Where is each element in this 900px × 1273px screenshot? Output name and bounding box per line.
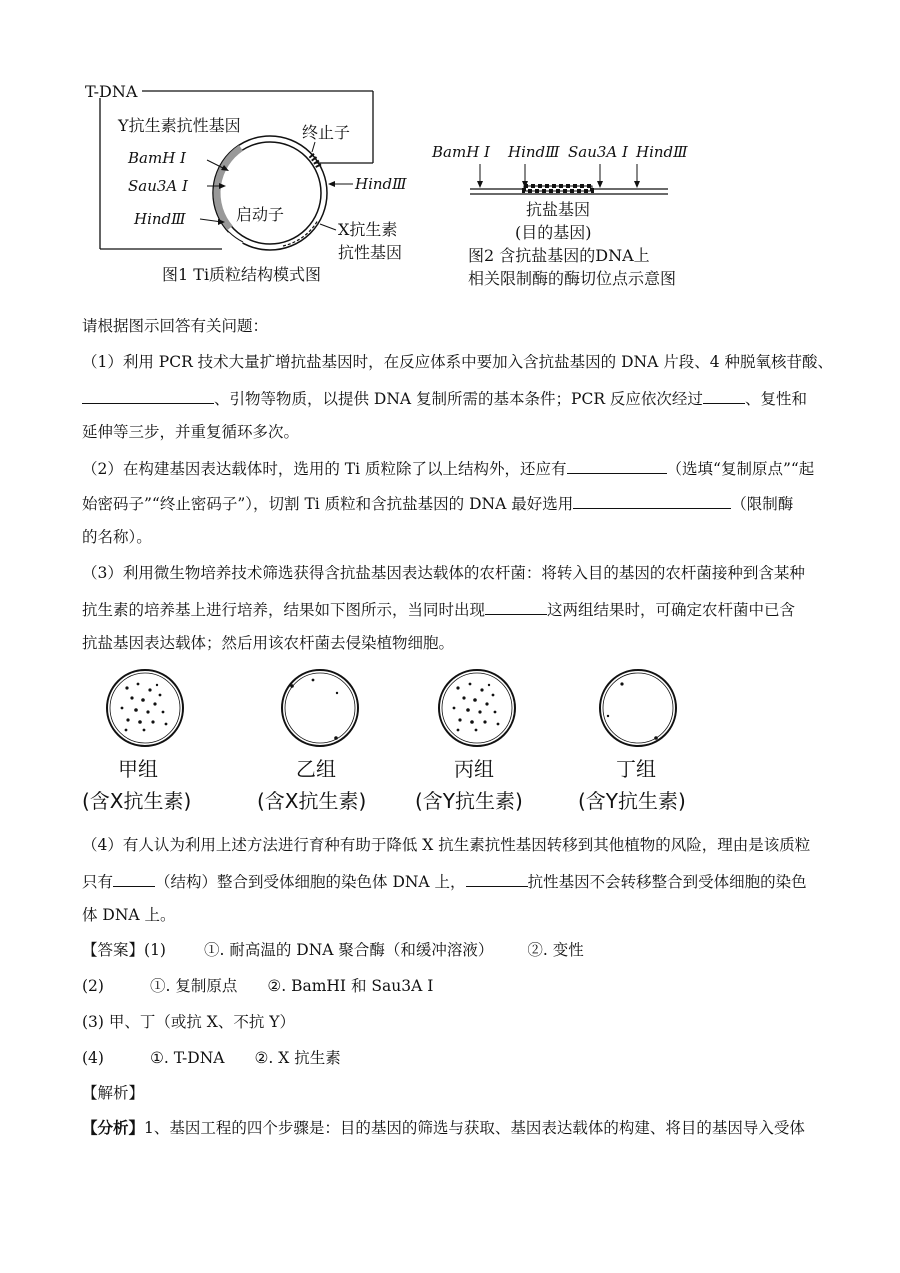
q1-line-c: 延伸等三步，并重复循环多次。 <box>82 423 300 441</box>
promoter-label: 启动子 <box>236 205 285 224</box>
q2-blank-1[interactable] <box>567 455 667 474</box>
q3-line-c: 抗盐基因表达载体；然后用该农杆菌去侵染植物细胞。 <box>82 634 455 652</box>
figure-area <box>0 0 900 300</box>
fig2-caption-2: 相关限制酶的酶切位点示意图 <box>468 269 677 288</box>
dish-yi-name: 乙组 <box>296 757 336 781</box>
gene-label-2: (目的基因) <box>515 223 592 242</box>
dish-jia <box>82 670 191 813</box>
q1-line-b: 、引物等物质，以提供 DNA 复制所需的基本条件；PCR 反应依次经过 、复性和 <box>82 385 807 409</box>
q1-line-a: （1）利用 PCR 技术大量扩增抗盐基因时，在反应体系中要加入含抗盐基因的 DNA 片段、4 种脱氧核苷酸、 <box>82 353 834 371</box>
dish-ding <box>578 670 686 813</box>
dish-bing-medium: (含Y抗生素) <box>415 789 523 813</box>
fig2-caption-1: 图2 含抗盐基因的DNA上 <box>468 246 650 265</box>
bamh-label: BamH Ⅰ <box>128 149 186 167</box>
dish-yi-medium: (含X抗生素) <box>257 789 367 813</box>
hind-right-label: HindⅢ <box>355 175 407 193</box>
q3-line-a: （3）利用微生物培养技术筛选获得含抗盐基因表达载体的农杆菌：将转入目的基因的农杆菌接种到含某种 <box>82 564 805 582</box>
x-gene-label-1: X抗生素 <box>338 220 398 239</box>
q4-blank-1[interactable] <box>113 868 155 887</box>
answer-line-4: (4) ①. T-DNA ②. X 抗生素 <box>82 1049 341 1067</box>
answer-line-3: (3) 甲、丁（或抗 X、不抗 Y） <box>82 1013 296 1031</box>
analysis-line-1: 【分析】1、基因工程的四个步骤是：目的基因的筛选与获取、基因表达载体的构建、将目的基因导入受体 <box>82 1118 805 1137</box>
site1-label: BamH Ⅰ <box>432 143 490 161</box>
figure-2 <box>431 143 688 288</box>
q4-blank-2[interactable] <box>466 868 528 887</box>
dish-jia-medium: (含X抗生素) <box>82 789 192 813</box>
q4-line-b: 只有 （结构）整合到受体细胞的染色体 DNA 上， 抗性基因不会转移整合到受体细胞的染色 <box>82 868 807 892</box>
terminator-label: 终止子 <box>302 123 351 142</box>
q1-blank-1[interactable] <box>82 385 214 404</box>
tdna-label: T-DNA <box>85 82 138 101</box>
dish-ding-name: 丁组 <box>616 757 656 781</box>
q2-line-c: 的名称）。 <box>82 528 152 546</box>
q3-blank-1[interactable] <box>485 596 547 615</box>
dish-bing <box>415 670 523 813</box>
site3-label: Sau3A Ⅰ <box>568 143 628 161</box>
q2-blank-2[interactable] <box>573 490 731 509</box>
dish-ding-medium: (含Y抗生素) <box>578 789 686 813</box>
answer-line-1: 【答案】(1) ①. 耐高温的 DNA 聚合酶（和缓冲溶液） ②. 变性 <box>82 941 584 959</box>
x-gene-label-2: 抗性基因 <box>338 243 403 262</box>
site2-label: HindⅢ <box>508 143 560 161</box>
hind-left-label: HindⅢ <box>134 210 186 228</box>
fig1-caption: 图1 Ti质粒结构模式图 <box>162 265 322 284</box>
answer-line-2: (2) ①. 复制原点 ②. BamHI 和 Sau3A Ⅰ <box>82 977 434 995</box>
q2-line-b: 始密码子”“终止密码子”），切割 Ti 质粒和含抗盐基因的 DNA 最好选用 （限制酶 <box>82 490 793 514</box>
dish-bing-name: 丙组 <box>454 757 494 781</box>
site4-label: HindⅢ <box>636 143 688 161</box>
q4-line-c: 体 DNA 上。 <box>82 906 176 924</box>
gene-label-1: 抗盐基因 <box>526 200 591 219</box>
petri-dish-figure <box>60 660 840 820</box>
answer-label: 【答案】 <box>82 941 145 959</box>
intro-text: 请根据图示回答有关问题： <box>82 317 269 335</box>
dish-yi <box>257 670 366 813</box>
q4-line-a: （4）有人认为利用上述方法进行育种有助于降低 X 抗生素抗性基因转移到其他植物的风险，理由是该质粒 <box>82 836 811 854</box>
fenxi-label: 【分析】 <box>82 1118 145 1137</box>
q1-blank-2[interactable] <box>703 385 745 404</box>
figure-1 <box>85 82 407 284</box>
q2-line-a: （2）在构建基因表达载体时，选用的 Ti 质粒除了以上结构外，还应有 （选填“复制原点”“起 <box>82 455 814 479</box>
y-gene-label: Y抗生素抗性基因 <box>118 116 241 135</box>
dish-jia-name: 甲组 <box>118 757 158 781</box>
sau-label: Sau3A Ⅰ <box>128 177 188 195</box>
analysis-label: 【解析】 <box>82 1084 145 1102</box>
q3-line-b: 抗生素的培养基上进行培养，结果如下图所示，当同时出现 这两组结果时，可确定农杆菌中已含 <box>82 596 795 620</box>
